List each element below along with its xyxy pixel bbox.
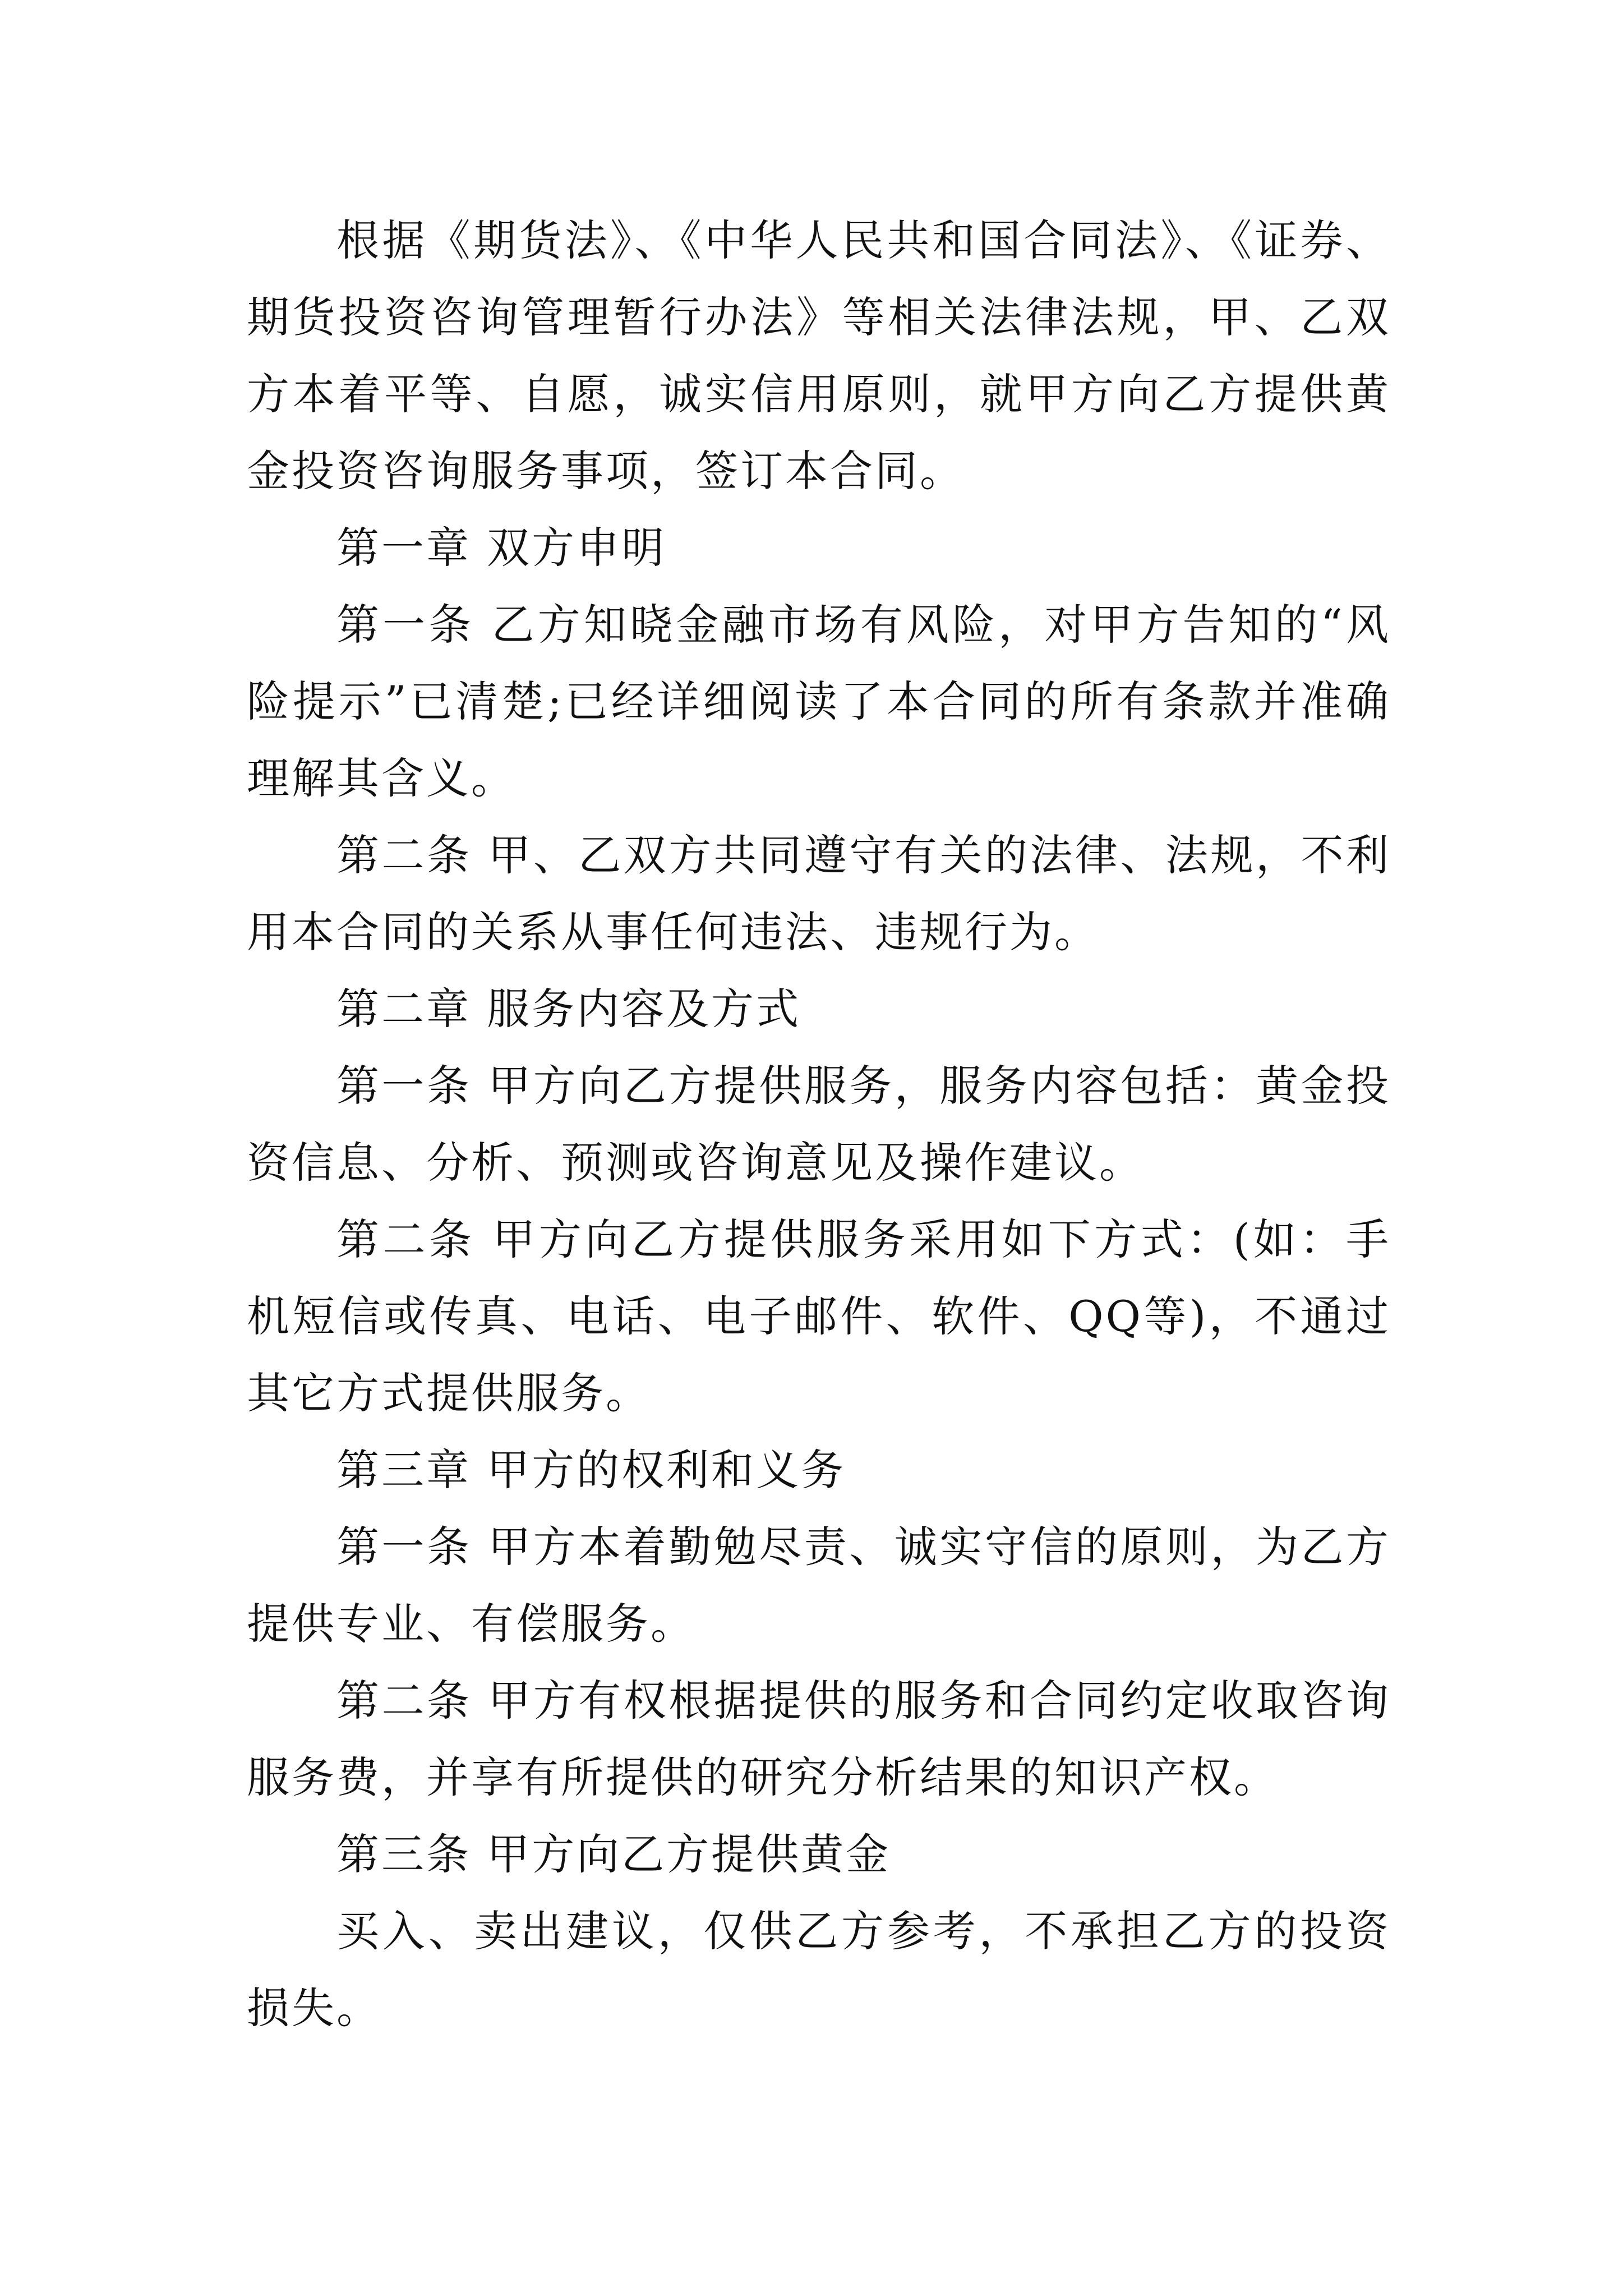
chapter-3-article-3: 第三条 甲方向乙方提供黄金 — [336, 1829, 891, 1879]
preamble-paragraph: 根据《期货法》、《中华人民共和国合同法》、《证券、期货投资咨询管理暂行办法》等相关法律法规，甲、乙双方本着平等、自愿，诚实信用原则，就甲方向乙方提供黄金投资咨询服务事项，签订本合同。 — [247, 215, 1391, 496]
chapter-1-heading: 第一章 双方申明 — [336, 523, 667, 573]
chapter-1-article-1: 第一条 乙方知晓金融市场有风险，对甲方告知的“风险提示”已清楚;已经详细阅读了本合同的所有条款并准确理解其含义。 — [247, 600, 1391, 803]
chapter-2-heading: 第二章 服务内容及方式 — [336, 984, 801, 1034]
chapter-3-article-2: 第二条 甲方有权根据提供的服务和合同约定收取咨询服务费，并享有所提供的研究分析结果的知识产权。 — [247, 1676, 1391, 1802]
chapter-2-article-1: 第一条 甲方向乙方提供服务，服务内容包括：黄金投资信息、分析、预测或咨询意见及操作建议。 — [247, 1061, 1391, 1188]
chapter-3-article-1: 第一条 甲方本着勤勉尽责、诚实守信的原则，为乙方提供专业、有偿服务。 — [247, 1522, 1391, 1649]
chapter-2-article-2: 第二条 甲方向乙方提供服务采用如下方式：(如：手机短信或传真、电话、电子邮件、软件、QQ等)，不通过其它方式提供服务。 — [247, 1214, 1391, 1418]
chapter-1-article-2: 第二条 甲、乙双方共同遵守有关的法律、法规，不利用本合同的关系从事任何违法、违规行为。 — [247, 830, 1391, 957]
chapter-3-article-3-continued: 买入、卖出建议，仅供乙方参考，不承担乙方的投资损失。 — [247, 1906, 1391, 2033]
chapter-3-heading: 第三章 甲方的权利和义务 — [336, 1445, 846, 1495]
document-body — [247, 202, 1391, 2046]
